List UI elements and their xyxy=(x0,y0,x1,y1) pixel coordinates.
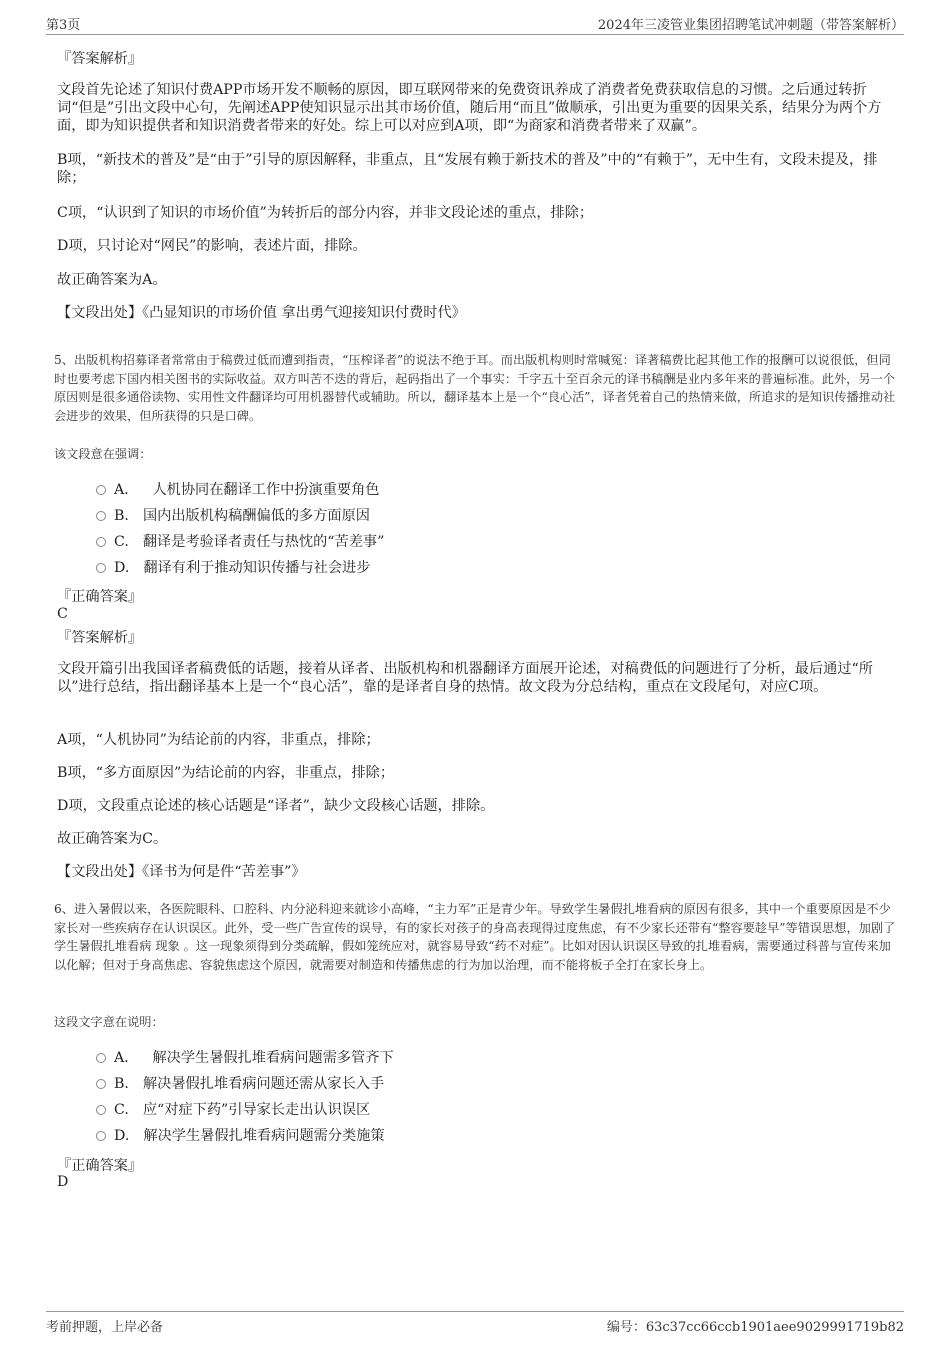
q6-answer: D xyxy=(57,1174,69,1190)
q4-source: 【文段出处】《凸显知识的市场价值 拿出勇气迎接知识付费时代》 xyxy=(57,305,466,321)
q4-conclusion: 故正确答案为A。 xyxy=(57,272,167,288)
radio-icon[interactable] xyxy=(96,563,106,573)
radio-icon[interactable] xyxy=(96,1079,106,1089)
radio-icon[interactable] xyxy=(96,1131,106,1141)
q5-analysis-paragraph: 文段开篇引出我国译者稿费低的话题，接着从译者、出版机构和机器翻译方面展开论述，对稿费低的问题进行了分析，最后通过“所以”进行总结，指出翻译基本上是一个“良心活”，靠的是译者自身的热情。故文段为分总结构，重点在文段尾句，对应C项。 xyxy=(57,661,873,695)
q5-answer-label: 『正确答案』 xyxy=(57,589,143,605)
q6-answer-label: 『正确答案』 xyxy=(57,1158,143,1174)
page-number: 第3页 xyxy=(46,18,81,33)
q5-analysis-option-a: A项，“人机协同”为结论前的内容，非重点，排除； xyxy=(57,732,380,748)
q5-option-c[interactable]: C. 翻译是考验译者责任与热忱的“苦差事” xyxy=(96,533,384,551)
q6-option-a[interactable]: A． 解决学生暑假扎堆看病问题需多管齐下 xyxy=(96,1049,394,1067)
q4-analysis-label: 『答案解析』 xyxy=(57,51,143,67)
q5-option-a[interactable]: A． 人机协同在翻译工作中扮演重要角色 xyxy=(96,481,379,499)
q5-source: 【文段出处】《译书为何是件“苦差事”》 xyxy=(57,864,306,880)
page-footer xyxy=(46,1311,904,1338)
footer-slogan: 考前押题，上岸必备 xyxy=(46,1320,164,1335)
q4-analysis-paragraph: 文段首先论述了知识付费APP市场开发不顺畅的原因，即互联网带来的免费资讯养成了消费者免费获取信息的习惯。之后通过转折词“但是”引出文段中心句，先阐述APP使知识显示出其市场价值，随后用“而且”做顺承，引出更为重要的因果关系，结果分为两个方面，即为知识提供者和知识消费者带来的好处。综上可以对应到A项，即“为商家和消费者带来了双赢”。 xyxy=(57,82,882,134)
radio-icon[interactable] xyxy=(96,485,106,495)
document-title: 2024年三凌管业集团招聘笔试冲刺题（带答案解析） xyxy=(597,18,904,33)
document-id: 编号：63c37cc66ccb1901aee9029991719b82 xyxy=(606,1320,904,1335)
q6-option-d[interactable]: D. 解决学生暑假扎堆看病问题需分类施策 xyxy=(96,1127,385,1145)
q5-passage: 5、出版机构招募译者常常由于稿费过低而遭到指责，“压榨译者”的说法不绝于耳。而出版机构则时常喊冤：译著稿费比起其他工作的报酬可以说很低，但同时也要考虑下国内相关图书的实际收益。双方叫苦不迭的背后，起码指出了一个事实：千字五十至百余元的译书稿酬是业内多年来的普遍标准。此外，另一个原因则是很多通俗读物、实用性文件翻译均可用机器替代或辅助。所以，翻译基本上是一个“良心活”，译者凭着自己的热情来做，所追求的是知识传播推动社会进步的效果，但所获得的只是口碑。 xyxy=(54,353,896,423)
q5-option-b[interactable]: B. 国内出版机构稿酬偏低的多方面原因 xyxy=(96,507,370,525)
q5-answer: C xyxy=(57,606,68,622)
q5-analysis-option-d: D项，文段重点论述的核心话题是“译者”，缺少文段核心话题，排除。 xyxy=(57,798,495,814)
radio-icon[interactable] xyxy=(96,537,106,547)
page-header xyxy=(46,14,904,35)
q5-conclusion: 故正确答案为C。 xyxy=(57,831,168,847)
q4-analysis-option-d: D项，只讨论对“网民”的影响，表述片面，排除。 xyxy=(57,238,367,254)
q5-analysis-option-b: B项，“多方面原因”为结论前的内容，非重点，排除； xyxy=(57,765,395,781)
q5-analysis-label: 『答案解析』 xyxy=(57,630,143,646)
q5-option-d[interactable]: D. 翻译有利于推动知识传播与社会进步 xyxy=(96,559,370,577)
q6-stem: 这段文字意在说明： xyxy=(54,1015,164,1029)
radio-icon[interactable] xyxy=(96,1105,106,1115)
q6-option-c[interactable]: C. 应“对症下药”引导家长走出认识误区 xyxy=(96,1101,370,1119)
radio-icon[interactable] xyxy=(96,511,106,521)
q6-option-b[interactable]: B. 解决暑假扎堆看病问题还需从家长入手 xyxy=(96,1075,384,1093)
q4-analysis-option-b: B项，“新技术的普及”是“由于”引导的原因解释，非重点，且“发展有赖于新技术的普及”中的“有赖于”，无中生有，文段未提及，排除； xyxy=(57,152,878,186)
q5-stem: 该文段意在强调： xyxy=(54,447,152,461)
q4-analysis-option-c: C项，“认识到了知识的市场价值”为转折后的部分内容，并非文段论述的重点，排除； xyxy=(57,205,594,221)
q6-passage: 6、进入暑假以来，各医院眼科、口腔科、内分泌科迎来就诊小高峰，“主力军”正是青少年。导致学生暑假扎堆看病的原因有很多，其中一个重要原因是不少家长对一些疾病存在认识误区。此外，受一些广告宣传的误导，有的家长对孩子的身高表现得过度焦虑，有不少家长还带有“整容要趁早”等错误思想，加剧了学生暑假扎堆看病 现象 。这一现象须得到分类疏解，假如笼统应对，就容易导致“药不对症”。比如对因认识误区导致的扎堆看病，需要通过科普与宣传来加以化解；但对于身高焦虑、容貌焦虑这个原因，就需要对制造和传播焦虑的行为加以治理，而不能将板子全打在家长身上。 xyxy=(54,902,896,972)
radio-icon[interactable] xyxy=(96,1053,106,1063)
